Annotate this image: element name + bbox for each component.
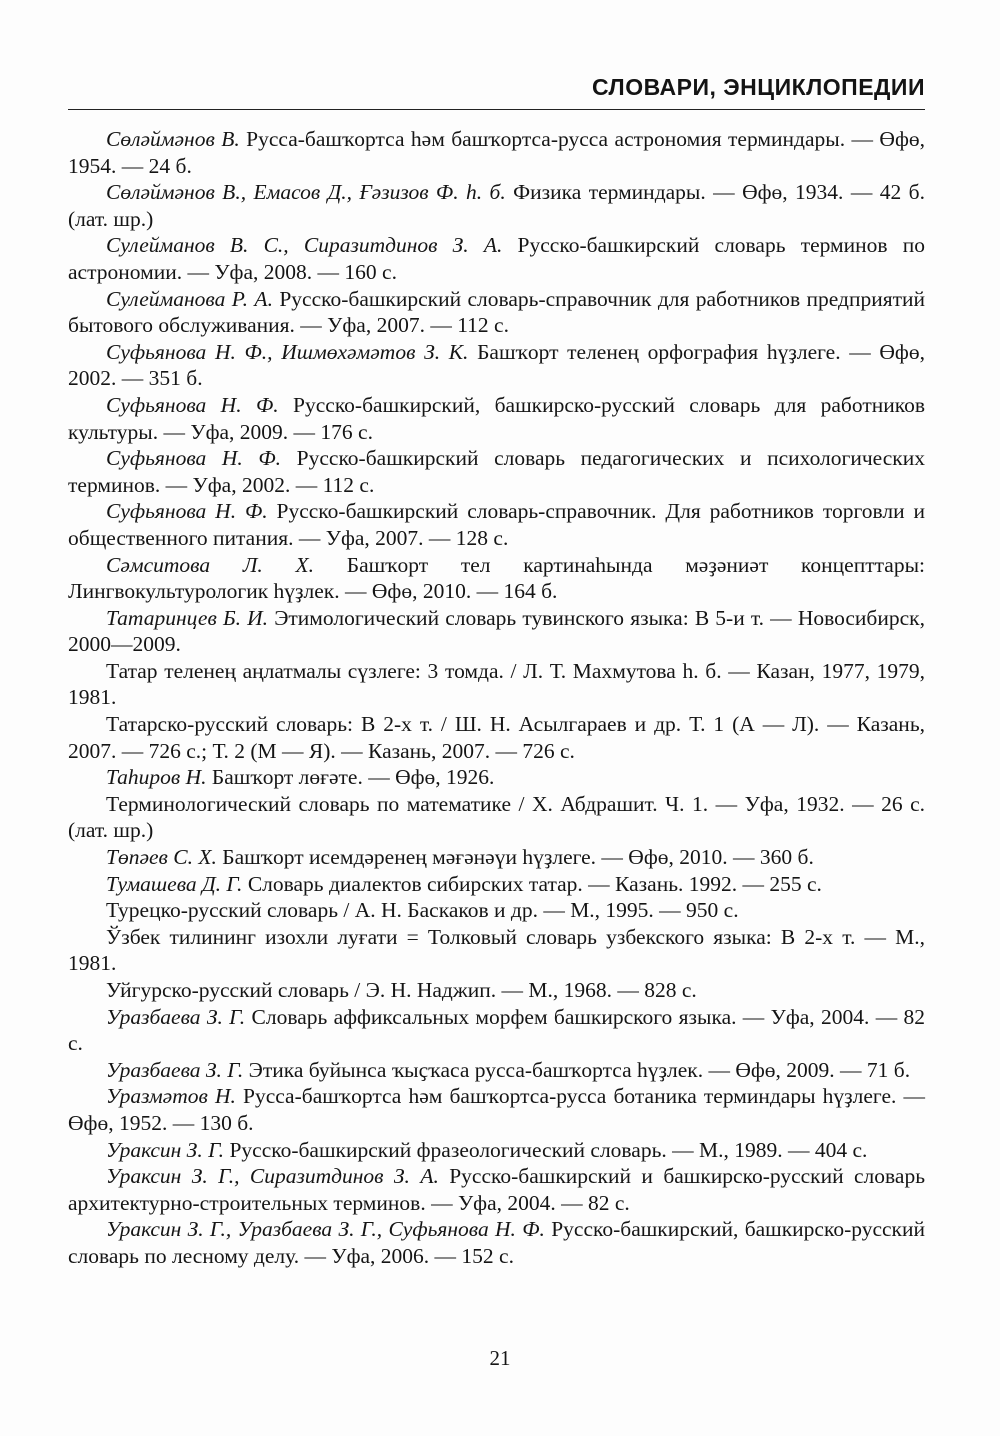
entry-author: Төпәев С. Х.	[106, 845, 217, 870]
bibliography-entry	[68, 844, 925, 871]
bibliography-entry	[68, 286, 925, 339]
bibliography-entry	[68, 179, 925, 232]
entry-author: Ураксин З. Г., Сиразитдинов З. А.	[106, 1164, 439, 1189]
entry-author: Суфьянова Н. Ф.	[106, 392, 279, 417]
entry-text: Словарь диалектов сибирских татар. — Казань. 1992. — 255 с.	[242, 871, 822, 896]
bibliography-entry	[68, 1083, 925, 1136]
entry-author: Сөләймәнов В.	[106, 127, 240, 151]
entry-author: Ураксин З. Г., Уразбаева З. Г., Суфьянова Н. Ф.	[106, 1217, 545, 1242]
entry-text: Башҡорт лөғәте. — Өфө, 1926.	[206, 765, 495, 790]
entry-author: Сулейманов В. С., Сиразитдинов З. А.	[106, 233, 503, 258]
running-header: СЛОВАРИ, ЭНЦИКЛОПЕДИИ	[592, 74, 925, 100]
entry-text: Русско-башкирский словарь-справочник. Для работников торговли и общественного питания. — Уфа, 2007. — 128 с.	[68, 499, 925, 550]
bibliography-entry	[68, 339, 925, 392]
entry-author: Татаринцев Б. И.	[106, 605, 269, 630]
bibliography-entry	[68, 605, 925, 658]
entry-text: Словарь аффиксальных морфем башкирского языка. — Уфа, 2004. — 82 с.	[68, 1004, 926, 1056]
entry-text: Башҡорт тел картинаһында мәҙәниәт концепттары: Лингвокультурологик һүҙлек. — Өфө, 2010. — 164 б.	[68, 552, 925, 604]
entry-text: Турецко-русский словарь / А. Н. Баскаков и др. — М., 1995. — 950 с.	[106, 898, 739, 923]
bibliography-entry	[68, 871, 925, 898]
entry-text: Русско-башкирский, башкирско-русский словарь для работников культуры. — Уфа, 2009. — 176 с.	[68, 392, 925, 444]
entry-text: Татарско-русский словарь: В 2-х т. / Ш. Н. Асылгараев и др. Т. 1 (А — Л). — Казань, 2007. — 726 с.; Т. 2 (М — Я). — Казань, 2007. — 726 с.	[68, 712, 925, 763]
page-number: 21	[489, 1346, 511, 1370]
bibliography-entry	[68, 1057, 925, 1084]
bibliography-entry	[68, 232, 925, 285]
entry-author: Уразбаева З. Г.	[106, 1057, 244, 1082]
entry-author: Уразмәтов Н.	[106, 1084, 236, 1109]
bibliography-entry	[68, 924, 925, 977]
bibliography-list	[68, 126, 925, 1270]
bibliography-entry	[68, 791, 925, 844]
entry-text: Русса-башҡортса һәм башҡортса-русса астрономия терминдары. — Өфө, 1954. — 24 б.	[68, 127, 926, 178]
bibliography-entry	[68, 126, 925, 179]
bibliography-entry	[68, 1137, 925, 1164]
entry-text: Татар теленең аңлатмалы сүзлеге: 3 томда. / Л. Т. Махмутова һ. б. — Казан, 1977, 1979, 1981.	[68, 658, 925, 710]
entry-author: Таһиров Н.	[106, 765, 207, 790]
bibliography-entry	[68, 498, 925, 551]
entry-text: Русско-башкирский фразеологический словарь. — М., 1989. — 404 с.	[224, 1137, 868, 1162]
bibliography-entry	[68, 764, 925, 791]
entry-author: Суфьянова Н. Ф.	[106, 446, 282, 471]
header-rule	[68, 109, 925, 110]
entry-text: Башҡорт теленең орфография һүҙлеге. — Өфө, 2002. — 351 б.	[68, 339, 925, 391]
entry-author: Суфьянова Н. Ф., Ишмөхәмәтов З. К.	[106, 339, 469, 364]
bibliography-entry	[68, 897, 925, 924]
entry-text: Ўзбек тилининг изохли луғати = Толковый словарь узбекского языка: В 2-х т. — М., 1981.	[68, 924, 925, 976]
entry-author: Тумашева Д. Г.	[106, 871, 243, 896]
entry-text: Русско-башкирский словарь терминов по астрономии. — Уфа, 2008. — 160 с.	[68, 233, 926, 284]
bibliography-entry	[68, 658, 925, 711]
entry-text: Башҡорт исемдәренең мәғәнәүи һүҙлеге. — Өфө, 2010. — 360 б.	[216, 845, 814, 870]
bibliography-entry	[68, 392, 925, 445]
bibliography-entry	[68, 552, 925, 605]
entry-author: Уразбаева З. Г.	[106, 1004, 246, 1029]
entry-text: Терминологический словарь по математике / Х. Абдрашит. Ч. 1. — Уфа, 1932. — 26 с. (лат. шр.)	[68, 791, 925, 843]
entry-author: Суфьянова Н. Ф.	[106, 499, 268, 524]
entry-author: Сулейманова Р. А.	[106, 286, 273, 311]
entry-author: Сәмситова Л. Х.	[106, 552, 314, 577]
bibliography-entry	[68, 1216, 925, 1269]
bibliography-entry	[68, 977, 925, 1004]
bibliography-entry	[68, 445, 925, 498]
entry-text: Уйгурско-русский словарь / Э. Н. Наджип. — М., 1968. — 828 с.	[106, 978, 697, 1002]
entry-text: Русско-башкирский и башкирско-русский словарь архитектурно-строительных терминов. — Уфа, 2004. — 82 с.	[68, 1164, 926, 1215]
entry-text: Русско-башкирский словарь-справочник для работников предприятий бытового обслуживания. — Уфа, 2007. — 112 с.	[68, 286, 925, 338]
bibliography-entry	[68, 1163, 925, 1216]
entry-text: Этимологический словарь тувинского языка: В 5-и т. — Новосибирск, 2000—2009.	[68, 605, 925, 657]
entry-text: Этика буйынса ҡыҫҡаса русса-башҡортса һүҙлек. — Өфө, 2009. — 71 б.	[243, 1057, 911, 1082]
entry-text: Русско-башкирский, башкирско-русский словарь по лесному делу. — Уфа, 2006. — 152 с.	[68, 1217, 925, 1268]
entry-author: Ураксин З. Г.	[106, 1137, 225, 1162]
entry-text: Физика терминдары. — Өфө, 1934. — 42 б. (лат. шр.)	[68, 180, 925, 231]
bibliography-entry	[68, 1004, 925, 1057]
entry-author: Сөләймәнов В., Емасов Д., Ғәзизов Ф. һ. б.	[106, 180, 506, 205]
entry-text: Русса-башҡортса һәм башҡортса-русса ботаника терминдары һүҙлеге. — Өфө, 1952. — 130 б.	[68, 1084, 926, 1135]
bibliography-entry	[68, 711, 925, 764]
entry-text: Русско-башкирский словарь педагогических и психологических терминов. — Уфа, 2002. — 112 с.	[68, 446, 925, 497]
